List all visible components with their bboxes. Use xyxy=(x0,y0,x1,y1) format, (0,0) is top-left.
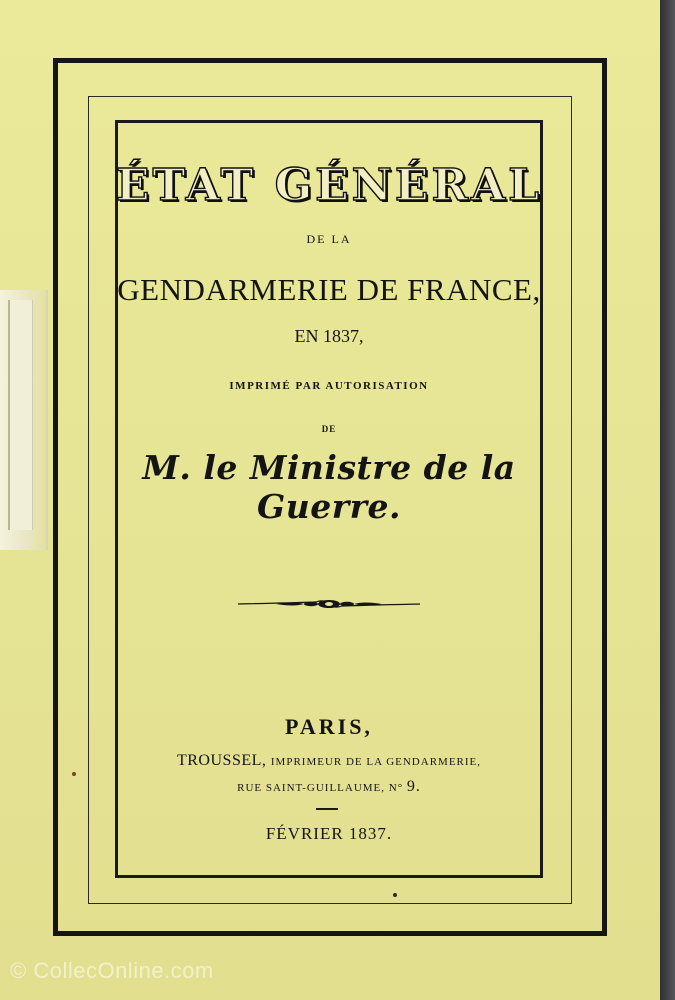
cover-year: EN 1837, xyxy=(294,326,364,346)
printer-role: IMPRIMEUR DE LA GENDARMERIE, xyxy=(270,756,482,768)
imprint-address xyxy=(115,778,543,796)
watermark: © CollecOnline.com xyxy=(10,958,214,983)
address-street: RUE SAINT-GUILLAUME, N° xyxy=(237,782,404,794)
page-edge xyxy=(660,0,675,1000)
separator-dash xyxy=(316,808,338,810)
imprint-printer xyxy=(115,752,543,770)
spine-strip xyxy=(8,300,33,530)
imprint-date: FÉVRIER 1837. xyxy=(265,824,393,843)
ink-spot xyxy=(393,893,397,897)
ink-spot xyxy=(72,772,76,776)
address-number: 9. xyxy=(406,778,421,795)
authorization-connector: DE xyxy=(321,424,337,434)
ornament-rule-icon xyxy=(236,594,422,614)
imprint-city: PARIS, xyxy=(285,714,373,739)
cover-subject: GENDARMERIE DE FRANCE, xyxy=(117,272,541,307)
ministre-line: M. le Ministre de la Guerre. xyxy=(142,448,516,526)
cover-title: ÉTAT GÉNÉRAL xyxy=(115,160,543,211)
title-connector: DE LA xyxy=(306,232,352,246)
authorization-line: IMPRIMÉ PAR AUTORISATION xyxy=(229,380,429,392)
printer-name: TROUSSEL, xyxy=(176,752,267,769)
